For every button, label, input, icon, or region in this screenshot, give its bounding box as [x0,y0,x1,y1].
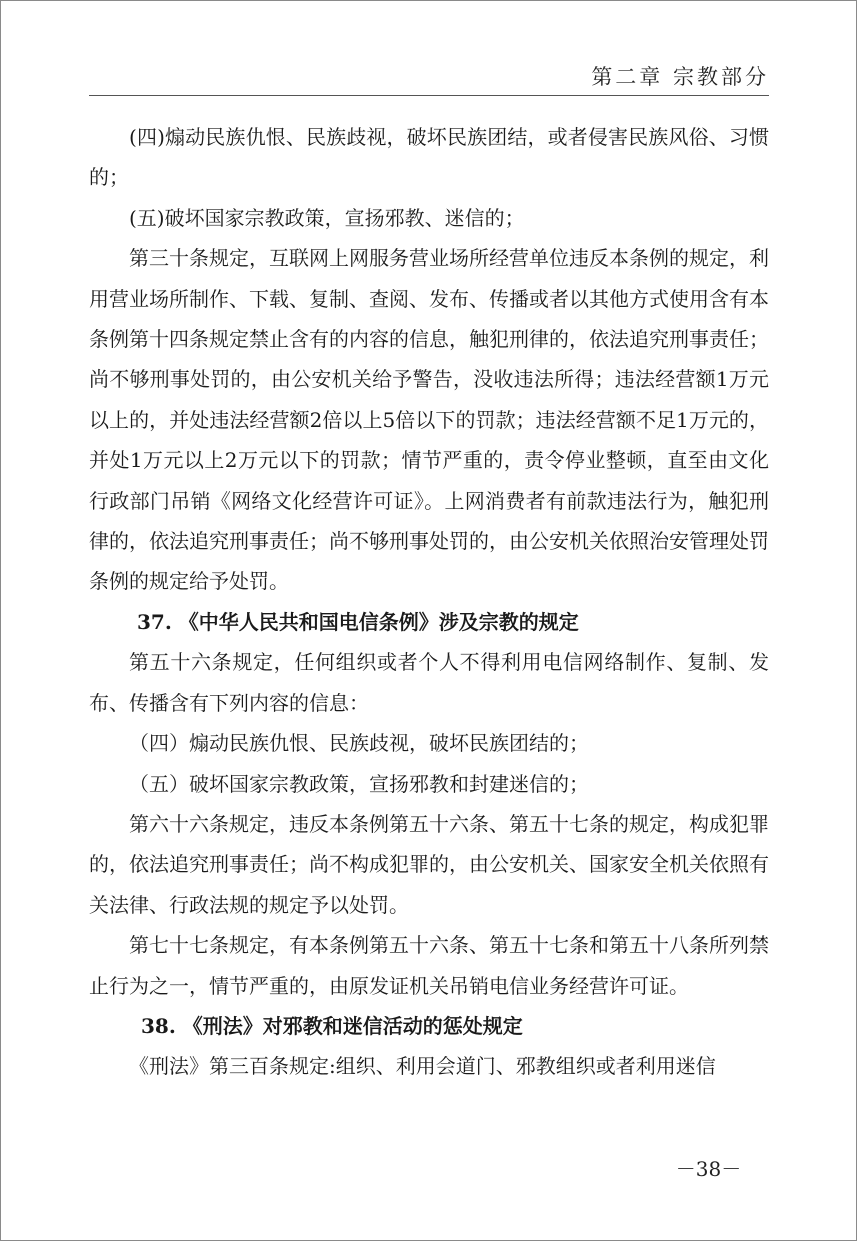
section-heading-38: 38. 《刑法》对邪教和迷信活动的惩处规定 [141,1013,523,1038]
chapter-title: 第二章 宗教部分 [591,65,769,89]
paragraph-criminal-law-300: 《刑法》第三百条规定:组织、利用会道门、邪教组织或者利用迷信 [129,1054,716,1079]
paragraph-article-56: 第五十六条规定，任何组织或者个人不得利用电信网络制作、复制、发布、传播含有下列内容的信息： [89,650,769,715]
running-header [89,61,769,95]
paragraph-item-5: (五)破坏国家宗教政策，宣扬邪教、迷信的； [129,205,525,230]
header-rule [89,95,769,96]
paragraph-item-4: (四)煽动民族仇恨、民族歧视，破坏民族团结，或者侵害民族风俗、习惯的； [89,125,769,190]
body-text [89,117,769,1087]
paragraph-article-30: 第三十条规定，互联网上网服务营业场所经营单位违反本条例的规定，利用营业场所制作、下载、复制、查阅、发布、传播或者以其他方式使用含有本条例第十四条规定禁止含有的内容的信息，触犯刑律的，依法追究刑事责任；尚不够刑事处罚的，由公安机关给予警告，没收违法所得；违法经营额1万元以上的，并处违法经营额2倍以上5倍以下的罚款；违法经营额不足1万元的，并处1万元以上2万元以下的罚款；情节严重的，责令停业整顿，直至由文化行政部门吊销《网络文化经营许可证》。上网消费者有前款违法行为，触犯刑律的，依法追究刑事责任；尚不够刑事处罚的，由公安机关依照治安管理处罚条例的规定给予处罚。 [89,246,769,594]
paragraph-article-77: 第七十七条规定，有本条例第五十六条、第五十七条和第五十八条所列禁止行为之一，情节严重的，由原发证机关吊销电信业务经营许可证。 [89,933,769,998]
section-heading-37: 37. 《中华人民共和国电信条例》涉及宗教的规定 [137,609,579,634]
page-number: －38－ [675,1157,742,1181]
paragraph-telecom-item-4: （四）煽动民族仇恨、民族歧视，破坏民族团结的； [129,731,589,756]
paragraph-telecom-item-5: （五）破坏国家宗教政策，宣扬邪教和封建迷信的； [129,771,589,796]
paragraph-article-66: 第六十六条规定，违反本条例第五十六条、第五十七条的规定，构成犯罪的，依法追究刑事责任；尚不构成犯罪的，由公安机关、国家安全机关依照有关法律、行政法规的规定予以处罚。 [89,811,769,917]
